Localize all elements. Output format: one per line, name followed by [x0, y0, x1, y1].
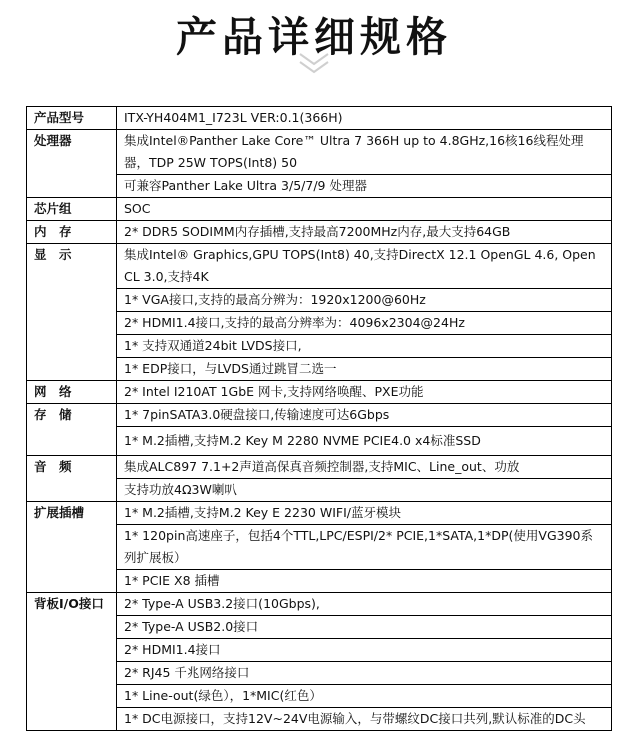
row-label: 产品型号 [27, 107, 117, 130]
table-row [27, 198, 612, 221]
row-value: SOC [117, 198, 612, 221]
table-row [27, 404, 612, 427]
table-row [27, 221, 612, 244]
row-value: 支持功放4Ω3W喇叭 [117, 479, 612, 502]
row-value: 1* VGA接口,支持的最高分辨为：1920x1200@60Hz [117, 289, 612, 312]
row-value: 1* EDP接口，与LVDS通过跳冒二选一 [117, 358, 612, 381]
table-row [27, 502, 612, 525]
spec-table [26, 106, 612, 731]
row-value: 集成Intel®Panther Lake Core™ Ultra 7 366H up to 4.8GHz,16核16线程处理器，TDP 25W TOPS(Int8) 50 [117, 130, 612, 175]
row-label: 网 络 [27, 381, 117, 404]
row-value: 2* Type-A USB3.2接口(10Gbps), [117, 593, 612, 616]
row-value: 2* RJ45 千兆网络接口 [117, 662, 612, 685]
row-label: 音 频 [27, 456, 117, 502]
row-value: 2* Type-A USB2.0接口 [117, 616, 612, 639]
table-row [27, 107, 612, 130]
row-label: 显 示 [27, 244, 117, 381]
page-title: 产品详细规格 [176, 13, 452, 61]
row-value: 集成ALC897 7.1+2声道高保真音频控制器,支持MIC、Line_out、功放 [117, 456, 612, 479]
row-value: 2* HDMI1.4接口 [117, 639, 612, 662]
row-label: 存 储 [27, 404, 117, 456]
row-value: 可兼容Panther Lake Ultra 3/5/7/9 处理器 [117, 175, 612, 198]
row-value: 1* 支持双通道24bit LVDS接口, [117, 335, 612, 358]
row-label: 扩展插槽 [27, 502, 117, 593]
table-row [27, 456, 612, 479]
table-row [27, 130, 612, 175]
row-value: 集成Intel® Graphics,GPU TOPS(Int8) 40,支持DirectX 12.1 OpenGL 4.6, Open CL 3.0,支持4K [117, 244, 612, 289]
row-value: 2* Intel I210AT 1GbE 网卡,支持网络唤醒、PXE功能 [117, 381, 612, 404]
table-row [27, 244, 612, 289]
row-label: 处理器 [27, 130, 117, 198]
table-row [27, 381, 612, 404]
row-value: 1* Line-out(绿色），1*MIC(红色） [117, 685, 612, 708]
row-value: 1* DC电源接口，支持12V~24V电源输入，与带螺纹DC接口共列,默认标准的DC头 [117, 708, 612, 731]
row-value: 2* DDR5 SODIMM内存插槽,支持最高7200MHz内存,最大支持64GB [117, 221, 612, 244]
row-label: 背板I/O接口 [27, 593, 117, 731]
table-row [27, 593, 612, 616]
row-label: 内 存 [27, 221, 117, 244]
chevron-down-icon [296, 50, 332, 76]
row-label: 芯片组 [27, 198, 117, 221]
row-value: 1* PCIE X8 插槽 [117, 570, 612, 593]
row-value: 1* M.2插槽,支持M.2 Key M 2280 NVME PCIE4.0 x4标准SSD [117, 427, 612, 456]
row-value: ITX-YH404M1_I723L VER:0.1(366H) [117, 107, 612, 130]
row-value: 1* 7pinSATA3.0硬盘接口,传输速度可达6Gbps [117, 404, 612, 427]
row-value: 2* HDMI1.4接口,支持的最高分辨率为：4096x2304@24Hz [117, 312, 612, 335]
row-value: 1* 120pin高速座子，包括4个TTL,LPC/ESPI/2* PCIE,1*SATA,1*DP(使用VG390系列扩展板） [117, 525, 612, 570]
row-value: 1* M.2插槽,支持M.2 Key E 2230 WIFI/蓝牙模块 [117, 502, 612, 525]
